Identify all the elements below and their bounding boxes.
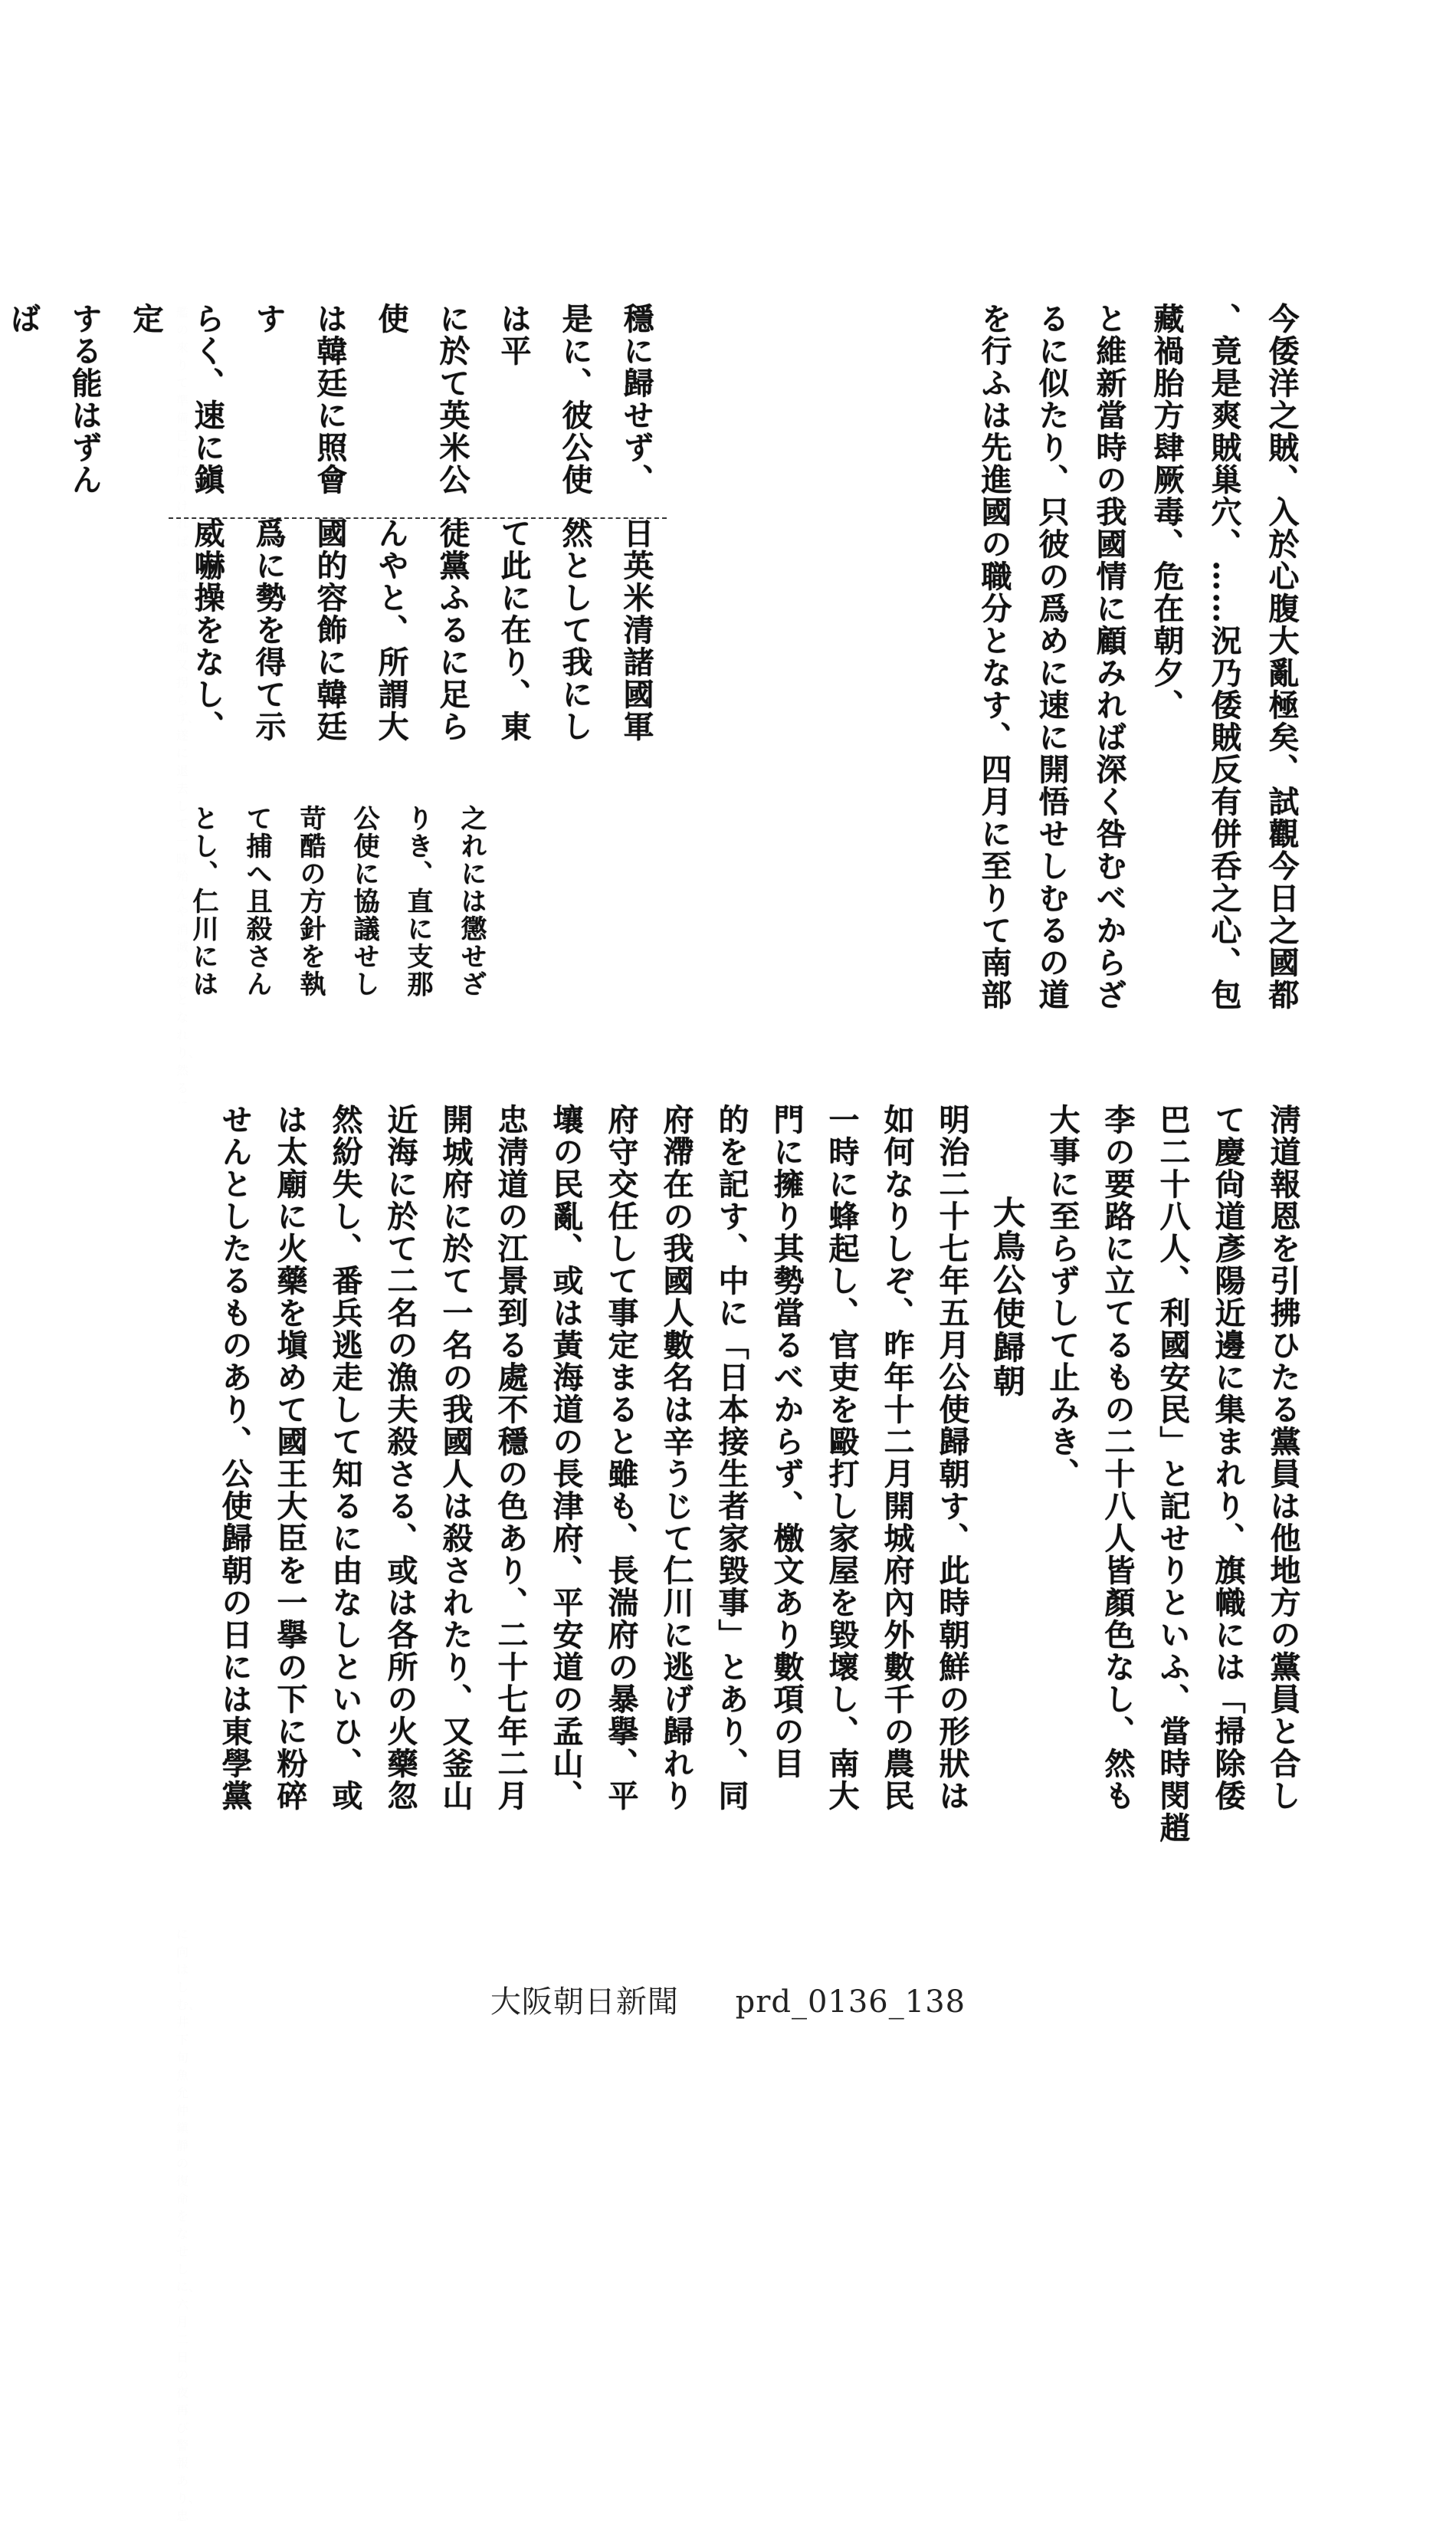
- text-column: は太廟に火藥を塡めて國王大臣を一擧の下に粉碎: [272, 1104, 308, 1812]
- text-column: んやと、所謂大: [373, 517, 409, 743]
- continuation-block: [176, 303, 184, 310]
- text-column: 藏禍胎方肆厥毒、危在朝夕、: [1149, 303, 1185, 721]
- text-column: 忠淸道の江景到る處不穩の色あり、二十七年二月: [493, 1104, 529, 1812]
- text-column: りき、直に支那: [402, 805, 433, 998]
- text-column: らく、速に鎭定: [128, 303, 225, 496]
- lower-tail-block: [176, 805, 498, 1081]
- text-column: 大事に至らずして止みき、: [1044, 1104, 1081, 1490]
- text-fragment: [176, 552, 189, 672]
- text-fragment: [176, 2156, 201, 2523]
- text-column: 然紛失し、番兵逃走して知るに由なしといひ、或: [327, 1104, 363, 1812]
- source-name: 大阪朝日新聞: [490, 1984, 679, 2020]
- text-column: 近海に於て二名の漁夫殺さる、或は各所の火藥忽: [382, 1104, 418, 1812]
- text-column: 李の要路に立てるもの二十八人皆顏色なし、然も: [1100, 1104, 1136, 1812]
- intro-columns: [667, 303, 1310, 1088]
- text-column: 巴二十八人、利國安民」と記せりといふ、當時閔趙: [1155, 1104, 1191, 1844]
- text-column: と維新當時の我國情に顧みれば深く咎むべからざ: [1091, 303, 1127, 1011]
- lower-tail-columns: [176, 805, 498, 1081]
- page-footer: [0, 1978, 1456, 2021]
- text-column: 日英米清諸國軍: [618, 517, 654, 743]
- text-column: する能はずんば: [5, 303, 103, 496]
- text-column: 穩に歸せず、是に、彼公使は平: [496, 303, 654, 496]
- text-column: 開城府に於て一名の我國人は殺されたり、又釜山: [438, 1104, 474, 1812]
- text-column: 苛酷の方針を執: [295, 805, 326, 998]
- middle-upper-block: [5, 303, 667, 517]
- text-column: て此に在り、東: [496, 517, 532, 743]
- page-id: prd_0136_138: [735, 1984, 966, 2020]
- text-column: 國的容飾に韓廷: [312, 517, 348, 743]
- text-column: とし、仁川には: [188, 805, 218, 998]
- text-column: 如何なりしぞ、昨年十二月開城府內外數千の農民: [879, 1104, 915, 1812]
- text-fragment: [176, 428, 189, 549]
- text-column: て捕へ且殺さん: [241, 805, 272, 998]
- text-column: て慶尙道彥陽近邊に集まれり、旗幟には「掃除倭: [1210, 1104, 1246, 1812]
- text-column: 府滯在の我國人數名は辛うじて仁川に逃げ歸れり: [658, 1104, 694, 1812]
- text-column: 威嚇操をなし、: [189, 517, 225, 743]
- text-fragment: [176, 305, 189, 425]
- text-column: に於て英米公使: [373, 303, 471, 496]
- text-column: は韓廷に照會す: [251, 303, 348, 496]
- text-fragment: [176, 904, 189, 1025]
- bottom-columns: [169, 1104, 1310, 1928]
- text-column: 爲に勢を得て示: [251, 517, 287, 743]
- text-column: 徒黨ふるに足ら: [435, 517, 471, 743]
- text-column: 一時に蜂起し、官吏を毆打し家屋を毀壞し、南大: [824, 1104, 860, 1812]
- text-column: を行ふは先進國の職分となす、四月に至りて南部: [976, 303, 1012, 1011]
- text-column: 、竟是爽賊巢穴、……況乃倭賊反有併呑之心、包: [1206, 303, 1242, 1011]
- text-column: 明治二十七年五月公使歸朝す、此時朝鮮の形狀は: [934, 1104, 970, 1812]
- text-column: 今倭洋之賊、入於心腹大亂極矣、試觀今日之國都: [1264, 303, 1300, 1011]
- text-column: 公使に協議せし: [349, 805, 379, 998]
- text-column: 門に擁り其勢當るべからず、檄文あり數項の目: [769, 1104, 805, 1780]
- text-column: 壤の民亂、或は黃海道の長津府、平安道の孟山、: [548, 1104, 584, 1812]
- intro-block: [667, 303, 1310, 1088]
- text-fragment: [176, 781, 189, 901]
- text-column: 府守交任して事定まると雖も、長湍府の暴擧、平: [603, 1104, 639, 1812]
- middle-upper-columns: [5, 303, 667, 517]
- text-column: 然として我にし: [557, 517, 593, 743]
- text-column: 之れには懲せざ: [456, 805, 487, 998]
- text-column: 淸道報恩を引拂ひたる黨員は他地方の黨員と合し: [1265, 1104, 1301, 1812]
- text-column: 的を記す、中に「日本接生者家毀事」とあり、同: [713, 1104, 749, 1812]
- section-heading: 大鳥公使歸朝: [989, 1196, 1026, 1398]
- article-clip-bottom: [169, 1104, 1310, 1928]
- text-column: るに似たり、只彼の爲めに速に開悟せしむるの道: [1034, 303, 1070, 1011]
- text-column: せんとしたるものあり、公使歸朝の日には東學黨: [217, 1104, 253, 1812]
